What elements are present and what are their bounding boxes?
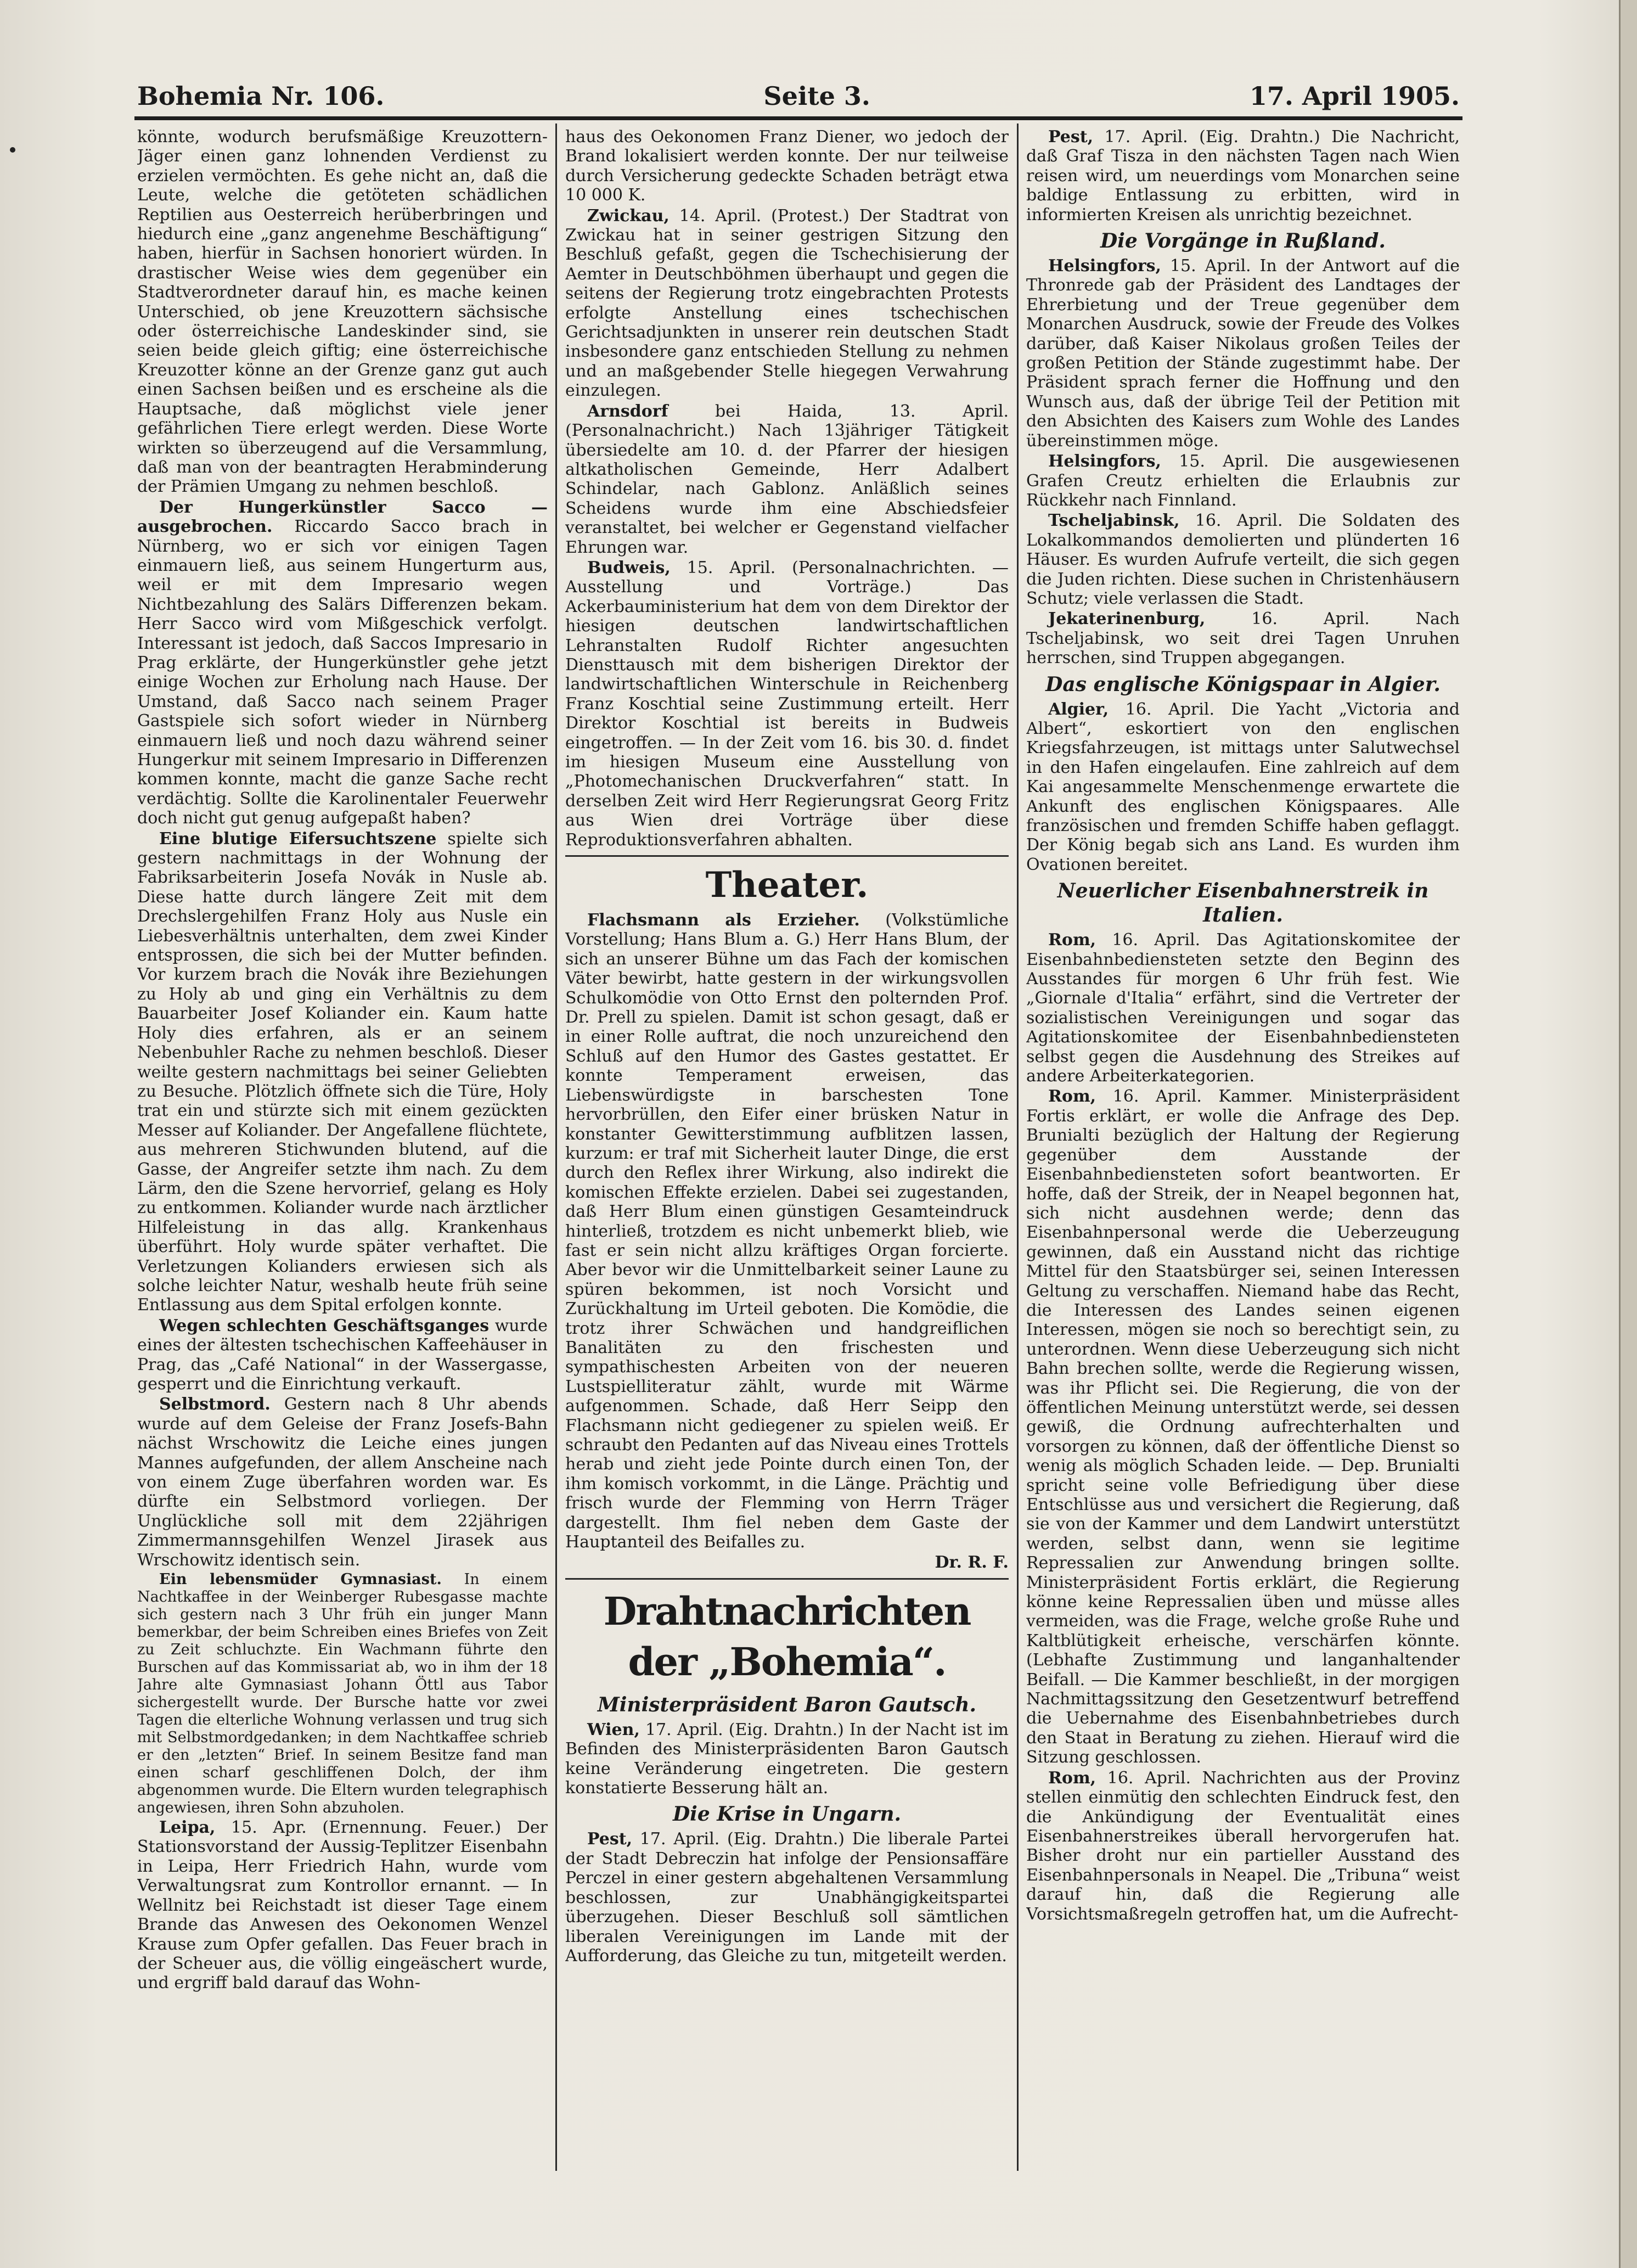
article-text <box>1026 127 1460 224</box>
article-body: 16. April. Das Agitationskomitee der Eisenbahnbediensteten setzte den Beginn des Ausstandes für morgen 6 Uhr früh fest. Wie „Giornale d'Italia“ erfährt, sind die Vertreter der sozialistischen Vereinigungen und sogar das Agitationskomitee der Eisenbahnbediensteten selbst gegen die Ausdehnung des Streikes auf andere Arbeiterkategorien. <box>1026 930 1460 1086</box>
article-text <box>565 402 1009 557</box>
article-heading: Rom, <box>1048 1768 1096 1788</box>
article-heading: Wien, <box>587 1720 640 1739</box>
article-body: In einem Nachtkaffee in der Weinberger Rubesgasse machte sich gestern nach 3 Uhr früh ein junger Mann bemerkbar, der beim Schreiben eines Briefes von Zeit zu Zeit schluchzte. Ein Wachmann führte den Burschen auf das Kommissariat ab, wo in ihm der 18 Jahre alte Gymnasiast Johann Öttl aus Tabor sichergestellt wurde. Der Bursche hatte vor zwei Tagen die elterliche Wohnung verlassen und trug sich mit Selbstmordgedanken; in dem Nachtkaffee schrieb er den „letzten“ Brief. In seinem Besitze fand man einen scharf geschliffenen Dolch, der ihm abgenommen wurde. Die Eltern wurden telegraphisch angewiesen, ihren Sohn abzuholen. <box>137 1571 548 1817</box>
page-header <box>137 81 1460 114</box>
article-text <box>1026 256 1460 451</box>
article-text <box>1026 452 1460 510</box>
article-body: Riccardo Sacco brach in Nürnberg, wo er sich vor einigen Tagen einmauern ließ, aus seinem Hungerturm aus, weil er mit dem Impresario wegen Nichtbezahlung des Salärs Differenzen bekam. Herr Sacco wird vom Mißgeschick verfolgt. Interessant ist jedoch, daß Saccos Impresario in Prag erklärte, der Hungerkünstler gehe jetzt einige Wochen zur Erholung nach Hause. Der Umstand, daß Sacco nach seinem Prager Gastspiele sich sofort wieder in Nürnberg einmauern ließ und noch dazu während seiner Hungerkur mit seinem Impresario in Differenzen kommen konnte, macht die ganze Sache recht verdächtig. Sollte die Karolinentaler Feuerwehr doch nicht gut genug aufgepaßt haben? <box>137 517 548 828</box>
article-text <box>565 1720 1009 1798</box>
article-heading: Rom, <box>1048 930 1096 950</box>
section-title-theater: Theater. <box>705 864 869 906</box>
article-body: bei Haida, 13. April. (Personalnachricht.) Nach 13jähriger Tätigkeit übersiedelte am 10. d. der Pfarrer der hiesigen altkatholischen Gemeinde, Herr Adalbert Schindelar, nach Gablonz. Anläßlich seines Scheidens wurde ihm eine Abschiedsfeier veranstaltet, bei welcher er Gegenstand vielfacher Ehrungen war. <box>565 401 1009 557</box>
article-text <box>565 206 1009 401</box>
article-heading: Helsingfors, <box>1048 256 1161 276</box>
article-heading: Eine blutige Eifersuchtszene <box>159 829 437 849</box>
article-heading: Tscheljabinsk, <box>1048 511 1180 531</box>
article-body: 17. April. (Eig. Drahtn.) In der Nacht ist im Befinden des Ministerpräsidenten Baron Gautsch keine Veränderung eingetreten. Die gestern konstatierte Besserung hält an. <box>565 1720 1009 1798</box>
article-heading: Pest, <box>587 1829 633 1849</box>
article-body: Gestern nach 8 Uhr abends wurde auf dem Geleise der Franz Josefs-Bahn nächst Wrschowitz die Leiche eines jungen Mannes aufgefunden, der allem Anscheine nach von einem Zuge überfahren worden war. Es dürfte ein Selbstmord vorliegen. Der Unglückliche soll mit dem 22jährigen Zimmermannsgehilfen Wenzel Jirasek aus Wrschowitz identisch sein. <box>137 1395 548 1570</box>
subsection-heading: Ministerpräsident Baron Gautsch. <box>597 1693 977 1716</box>
article-heading: Algier, <box>1048 699 1109 719</box>
article-text <box>1026 700 1460 875</box>
article-body: 15. April. Die ausgewiesenen Grafen Creutz erhielten die Erlaubnis zur Rückkehr nach Finnland. <box>1026 452 1460 510</box>
article-text <box>137 1395 548 1570</box>
column-rule-2 <box>1017 123 1019 2171</box>
article-heading: Rom, <box>1048 1087 1096 1107</box>
article-text <box>137 498 548 828</box>
article-text <box>1026 609 1460 667</box>
article-body: wurde eines der ältesten tschechischen Kaffeehäuser in Prag, das „Café National“ in der Wassergasse, gesperrt und die Einrichtung verkauft. <box>137 1316 548 1394</box>
article-text <box>1026 511 1460 608</box>
column-3 <box>1026 127 1460 2169</box>
article-text <box>1026 1087 1460 1767</box>
article-heading: Pest, <box>1048 127 1094 147</box>
article-body: 17. April. (Eig. Drahtn.) Die Nachricht, daß Graf Tisza in den nächsten Tagen nach Wien reisen wird, um neuerdings vom Monarchen seine baldige Entlassung zu erbitten, wird in informierten Kreisen als unrichtig bezeichnet. <box>1026 127 1460 224</box>
article-body: 16. April. Kammer. Ministerpräsident Fortis erklärt, er wolle die Anfrage des Dep. Brunialti bezüglich der Haltung der Regierung gegenüber dem Ausstande der Eisenbahnbediensteten sofort beantworten. Er hoffe, daß der Streik, der in Neapel begonnen hat, sich nicht ausdehnen werde; denn das Eisenbahnpersonal werde die Ueberzeugung gewinnen, daß ein Ausstand nicht das richtige Mittel für den Staatsbürger sei, seinen Interessen Geltung zu verschaffen. Niemand habe das Recht, die Interessen des Landes seinen eigenen Interessen, mögen sie noch so berechtigt sein, zu unterordnen. Wenn diese Ueberzeugung sich nicht Bahn brechen sollte, werde die Regierung wissen, was ihr Pflicht sei. Die Regierung, die von der öffentlichen Meinung unterstützt werde, sei dessen gewiß, die Ordnung aufrechterhalten und vorsorgen zu können, daß der öffentliche Dienst so wenig als möglich Schaden leide. — Dep. Brunialti spricht seine volle Befriedigung über diese Entschlüsse aus und versichert die Regierung, daß sie von der Kammer und dem Landwirt unterstützt werden, selbst dann, wenn sie legitime Repressalien zur Anwendung bringen sollte. Ministerpräsident Fortis erklärt, die Regierung könne keine Repressalien üben und müsse alles vermeiden, was die Frage, welche große Ruhe und Kaltblütigkeit erheische, verschärfen könnte. (Lebhafte Zustimmung und langanhaltender Beifall. — Die Kammer beschließt, in der morgigen Nachmittagssitzung den Gesetzentwurf betreffend die Uebernahme des Eisenbahnbetriebes durch den Staat in Beratung zu ziehen. Hierauf wird die Sitzung geschlossen. <box>1026 1087 1460 1767</box>
column-1 <box>137 127 548 2169</box>
article-heading: Arnsdorf <box>587 401 668 421</box>
article-text <box>565 558 1009 850</box>
page-edge <box>1619 0 1637 2268</box>
article-text <box>565 911 1009 1552</box>
article-text: könnte, wodurch berufsmäßige Kreuzottern-Jäger einen ganz lohnenden Verdienst zu erzielen vermöchten. Es gehe nicht an, daß die Leute, welche die getöteten schädlichen Reptilien aus Oesterreich herüberbringen und hiedurch eine „ganz angenehme Beschäftigung“ haben, hierfür in Sachsen honoriert würden. In drastischer Weise wies dem gegenüber ein Stadtverordneter darauf hin, es mache keinen Unterschied, ob jene Kreuzottern sächsische oder österreichische Landeskinder sind, sie seien beide gleich giftig; eine österreichische Kreuzotter könne an der Grenze ganz gut auch einen Sachsen beißen und es erscheine als die Hauptsache, daß möglichst viele jener gefährlichen Tiere erlegt werden. Diese Worte wirkten so überzeugend auf die Versammlung, daß man von der beantragten Herabminderung der Prämien Umgang zu nehmen beschloß. <box>137 127 548 497</box>
article-body: 16. April. Die Soldaten des Lokalkommandos demolierten und plünderten 16 Häuser. Es wurden Aufrufe verteilt, die sich gegen die Juden richten. Diese suchen in Christenhäusern Schutz; viele verlassen die Stadt. <box>1026 511 1460 608</box>
article-body: 15. Apr. (Ernennung. Feuer.) Der Stationsvorstand der Aussig-Teplitzer Eisenbahn in Leipa, Herr Friedrich Hahn, wurde vom Verwaltungsrat zum Kontrollor ernannt. — In Wellnitz bei Reichstadt ist dieser Tage einem Brande das Anwesen des Oekonomen Wenzel Krause zum Opfer gefallen. Das Feuer brach in der Scheuer aus, die völlig eingeäschert wurde, und ergriff bald darauf das Wohn- <box>137 1818 548 1993</box>
article-text: haus des Oekonomen Franz Diener, wo jedoch der Brand lokalisiert werden konnte. Der nur teilweise durch Versicherung gedeckte Schaden beträgt etwa 10 000 K. <box>565 127 1009 205</box>
subsection-heading: Neuerlicher Eisenbahnerstreik in Italien. <box>1057 879 1429 927</box>
article-heading: Selbstmord. <box>159 1395 271 1414</box>
article-text <box>137 1571 548 1817</box>
column-2 <box>565 127 1009 2169</box>
header-masthead: Bohemia Nr. 106. <box>137 81 385 111</box>
article-body: 16. April. Nach Tscheljabinsk, wo seit drei Tagen Unruhen herrschen, sind Truppen abgegangen. <box>1026 609 1460 668</box>
article-text <box>137 829 548 1315</box>
article-heading: Jekaterinenburg, <box>1048 609 1206 629</box>
subsection-heading: Das englische Königspaar in Algier. <box>1045 672 1441 696</box>
article-text <box>137 1316 548 1394</box>
article-heading: Flachsmann als Erzieher. <box>587 911 860 930</box>
header-date: 17. April 1905. <box>1249 81 1460 111</box>
article-body: (Volkstümliche Vorstellung; Hans Blum a. G.) Herr Hans Blum, der sich an unserer Bühne um das Fach der komischen Väter bewirbt, hatte gestern in der wirkungsvollen Schulkomödie von Otto Ernst den polternden Prof. Dr. Prell zu spielen. Damit ist schon gesagt, daß er in einer Rolle auftrat, die noch unzureichend den Schluß auf den Humor des Gastes gestattet. Er konnte Temperament erweisen, das Liebenswürdigste in barschesten Tone hervorbrüllen, den Eifer einer brüsken Natur in konstanter Gewitterstimmung aufblitzen lassen, kurzum: er traf mit Sicherheit lauter Dinge, die erst durch den Reflex ihrer Wirkung, also indirekt die komischen Effekte erzielen. Dabei sei zugestanden, daß Herr Blum einen günstigen Gesamteindruck hinterließ, trotzdem es nicht unbemerkt blieb, wie fast er sein nicht allzu kräftiges Organ forcierte. Aber bevor wir die Unmittelbarkeit seiner Laune zu spüren bekommen, ist noch Vorsicht und Zurückhaltung im Urteil geboten. Die Komödie, die trotz ihrer Schwächen und handgreiflichen Banalitäten zu den frischesten und sympathischesten Arbeiten von der neueren Lustspielliteratur zählt, wurde mit Wärme aufgenommen. Schade, daß Herr Seipp den Flachsmann nicht gediegener zu spielen weiß. Er schraubt den Pedanten auf das Niveau eines Trottels herab und zieht jede Pointe durch einen Ton, der ihm komisch vorkommt, in die Länge. Prächtig und frisch wurde der Flemming von Herrn Träger dargestellt. Ihm fiel neben dem Gaste der Hauptanteil des Beifalles zu. <box>565 911 1009 1552</box>
article-body: 15. April. In der Antwort auf die Thronrede gab der Präsident des Landtages der Ehrerbietung und der Treue gegenüber dem Monarchen Ausdruck, sowie der Freude des Volkes darüber, daß Kaiser Nikolaus großen Teiles der großen Petition der Stände zugestimmt habe. Der Präsident sprach ferner die Hoffnung und den Wunsch aus, daß der übrige Teil der Petition mit den Absichten des Kaisers zum Wohle des Landes übereinstimmen möge. <box>1026 256 1460 451</box>
article-body: 16. April. Die Yacht „Victoria and Albert“, eskortiert von den englischen Kriegsfahrzeugen, ist mittags unter Salutwechsel in den Hafen eingelaufen. Eine zahlreich auf dem Kai angesammelte Menschenmenge erwartete die Ankunft des englischen Königspaares. Alle französischen und fremden Schiffe haben geflaggt. Der König begab sich ans Land. Es wurden ihm Ovationen bereitet. <box>1026 699 1460 874</box>
section-title-telegrams: Drahtnachrichten der „Bohemia“. <box>603 1588 971 1685</box>
article-heading: Ein lebensmüder Gymnasiast. <box>159 1571 442 1588</box>
article-body: 16. April. Nachrichten aus der Provinz stellen einmütig den schlechten Eindruck fest, den die Ankündigung der Eventualität eines Eisenbahnerstreikes überall hervorgerufen hat. Bisher droht nur ein partieller Ausstand des Eisenbahnpersonals in Neapel. Die „Tribuna“ weist darauf hin, daß die Regierung alle Vorsichtsmaßregeln getroffen hat, um die Aufrecht- <box>1026 1768 1460 1924</box>
margin-mark <box>10 147 15 153</box>
article-heading: Der Hungerkünstler Sacco — ausgebrochen. <box>137 497 548 537</box>
article-heading: Leipa, <box>159 1818 216 1838</box>
article-text <box>565 1829 1009 1966</box>
section-rule <box>565 855 1009 857</box>
article-text <box>1026 1769 1460 1924</box>
article-body: 14. April. (Protest.) Der Stadtrat von Zwickau hat in seiner gestrigen Sitzung den Beschluß gefaßt, gegen die Tschechisierung der Aemter in Deutschböhmen überhaupt und gegen die seitens der Regierung trotz eingebrachten Protests erfolgte Anstellung eines tschechischen Gerichtsadjunkten in unserer rein deutschen Stadt insbesondere ganz entschieden Stellung zu nehmen und an maßgebender Stelle hiegegen Verwahrung einzulegen. <box>565 206 1009 401</box>
header-page-number: Seite 3. <box>763 81 870 111</box>
subsection-heading: Die Krise in Ungarn. <box>672 1803 902 1826</box>
article-heading: Budweis, <box>587 558 671 577</box>
column-rule-1 <box>555 123 557 2171</box>
article-body: 17. April. (Eig. Drahtn.) Die liberale Partei der Stadt Debreczin hat infolge der Pensionsaffäre Perczel in einer gestern abgehaltenen Versammlung beschlossen, zur Unabhängigkeitspartei überzugehen. Dieser Beschluß soll sämtlichen liberalen Vereinigungen im Lande mit der Aufforderung, das Gleiche zu tun, mitgeteilt werden. <box>565 1829 1009 1966</box>
article-text <box>137 1818 548 1993</box>
author-signature: Dr. R. F. <box>935 1553 1009 1573</box>
article-text <box>1026 930 1460 1086</box>
header-rule <box>134 116 1462 120</box>
subsection-heading: Die Vorgänge in Rußland. <box>1100 229 1386 253</box>
section-rule <box>565 1578 1009 1580</box>
article-body: spielte sich gestern nachmittags in der Wohnung der Fabriksarbeiterin Josefa Novák in Nusle ab. Diese hatte durch längere Zeit mit dem Drechslergehilfen Franz Holy aus Nusle ein Liebesverhältnis unterhalten, dem zwei Kinder entsprossen, die sich bei der Mutter befinden. Vor kurzem brach die Novák ihre Beziehungen zu Holy ab und ging ein Verhältnis zu dem Bauarbeiter Josef Koliander ein. Kaum hatte Holy dies erfahren, als er an seinem Nebenbuhler Rache zu nehmen beschloß. Dieser weilte gestern nachmittags bei seiner Geliebten zu Besuche. Plötzlich öffnete sich die Türe, Holy trat ein und stürzte sich mit einem gezückten Messer auf Koliander. Der Angefallene flüchtete, aus mehreren Stichwunden blutend, auf die Gasse, der Angreifer setzte ihm nach. Zu dem Lärm, den die Szene hervorrief, gelang es Holy zu entkommen. Koliander wurde nach ärztlicher Hilfeleistung in das allg. Krankenhaus überführt. Holy wurde später verhaftet. Die Verletzungen Kolianders erwiesen sich als solche leichter Natur, weshalb heute früh seine Entlassung aus dem Spital erfolgen konnte. <box>137 829 548 1315</box>
article-heading: Wegen schlechten Geschäftsganges <box>159 1316 490 1335</box>
article-heading: Zwickau, <box>587 206 670 226</box>
article-heading: Helsingfors, <box>1048 452 1161 471</box>
article-body: 15. April. (Personalnachrichten. — Ausstellung und Vorträge.) Das Ackerbauministerium hat dem von dem Direktor der hiesigen deutschen landwirtschaftlichen Lehranstalten Rudolf Richter angesuchten Diensttausch mit dem bisherigen Direktor der landwirtschaftlichen Winterschule in Reichenberg Franz Koschtial seine Zustimmung erteilt. Herr Direktor Koschtial ist bereits in Budweis eingetroffen. — In der Zeit vom 16. bis 30. d. findet im hiesigen Museum eine Ausstellung von „Photomechanischen Druckverfahren“ statt. In derselben Zeit wird Herr Regierungsrat Georg Fritz aus Wien drei Vorträge über diese Reproduktionsverfahren abhalten. <box>565 558 1009 850</box>
